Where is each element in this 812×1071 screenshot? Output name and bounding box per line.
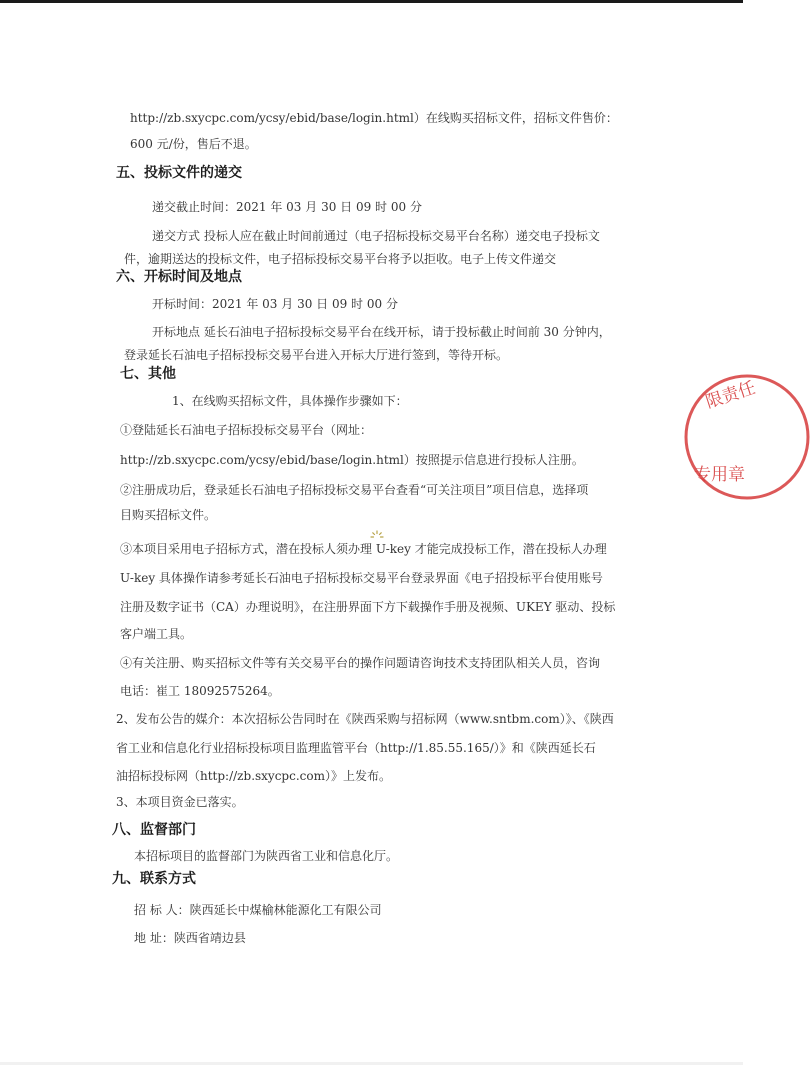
address-line: 地 址：陕西省靖边县 xyxy=(134,931,246,945)
price-line: 600 元/份，售后不退。 xyxy=(130,137,257,151)
section-7-heading: 七、其他 xyxy=(120,366,176,382)
submit-method-line-1: 递交方式 投标人应在截止时间前通过（电子招标投标交易平台名称）递交电子投标文 xyxy=(152,229,600,243)
step-3-line-2: U-key 具体操作请参考延长石油电子招标投标交易平台登录界面《电子招投标平台使用账号 xyxy=(120,571,603,585)
step-2-line-1: ②注册成功后，登录延长石油电子招标投标交易平台查看“可关注项目”项目信息，选择项 xyxy=(120,483,589,497)
item-2-line-3: 油招标投标网（http://zb.sxycpc.com）》上发布。 xyxy=(116,769,391,783)
section-8-heading: 八、监督部门 xyxy=(112,822,196,838)
step-4-line-1: ④有关注册、购买招标文件等有关交易平台的操作问题请咨询技术支持团队相关人员，咨询 xyxy=(120,656,601,670)
bottom-edge xyxy=(0,1062,743,1065)
supervision-line: 本招标项目的监督部门为陕西省工业和信息化厅。 xyxy=(134,849,399,863)
opening-time: 开标时间：2021 年 03 月 30 日 09 时 00 分 xyxy=(152,297,398,311)
section-9-heading: 九、联系方式 xyxy=(112,871,196,887)
tenderer-line: 招 标 人：陕西延长中煤榆林能源化工有限公司 xyxy=(134,903,382,917)
section-6-heading: 六、开标时间及地点 xyxy=(116,269,242,285)
seal-text-top: 限责任 xyxy=(703,377,759,413)
step-3-line-4: 客户端工具。 xyxy=(120,627,193,641)
step-4-line-2: 电话：崔工 18092575264。 xyxy=(120,684,280,698)
item-2-line-1: 2、发布公告的媒介：本次招标公告同时在《陕西采购与招标网（www.sntbm.com）》、《陕西 xyxy=(116,712,614,726)
step-1-line-2: http://zb.sxycpc.com/ycsy/ebid/base/login.html）按照提示信息进行投标人注册。 xyxy=(120,453,584,467)
step-3-line-3: 注册及数字证书（CA）办理说明》，在注册界面下方下载操作手册及视频、UKEY 驱动、投标 xyxy=(120,600,616,614)
item-1-title: 1、在线购买招标文件，具体操作步骤如下： xyxy=(172,394,408,408)
submit-deadline: 递交截止时间：2021 年 03 月 30 日 09 时 00 分 xyxy=(152,200,422,214)
opening-place-line-2: 登录延长石油电子招标投标交易平台进入开标大厅进行签到，等待开标。 xyxy=(124,348,509,362)
step-1-line-1: ①登陆延长石油电子招标投标交易平台（网址： xyxy=(120,423,373,437)
url-line: http://zb.sxycpc.com/ycsy/ebid/base/login.html）在线购买招标文件，招标文件售价： xyxy=(130,111,618,125)
section-5-heading: 五、投标文件的递交 xyxy=(116,165,242,181)
seal-text-bottom: 专用章 xyxy=(694,465,745,485)
step-3-line-1: ③本项目采用电子招标方式，潜在投标人须办理 U-key 才能完成投标工作，潜在投标人办理 xyxy=(120,542,607,556)
opening-place-line-1: 开标地点 延长石油电子招标投标交易平台在线开标，请于投标截止时间前 30 分钟内， xyxy=(152,325,611,339)
submit-method-line-2: 件，逾期送达的投标文件，电子招标投标交易平台将予以拒收。电子上传文件递交 xyxy=(124,252,557,266)
step-2-line-2: 目购买招标文件。 xyxy=(120,508,217,522)
item-2-line-2: 省工业和信息化行业招标投标项目监理监管平台（http://1.85.55.165/）》和《陕西延长石 xyxy=(116,741,596,755)
company-seal xyxy=(682,372,812,502)
item-3-line: 3、本项目资金已落实。 xyxy=(116,795,244,809)
